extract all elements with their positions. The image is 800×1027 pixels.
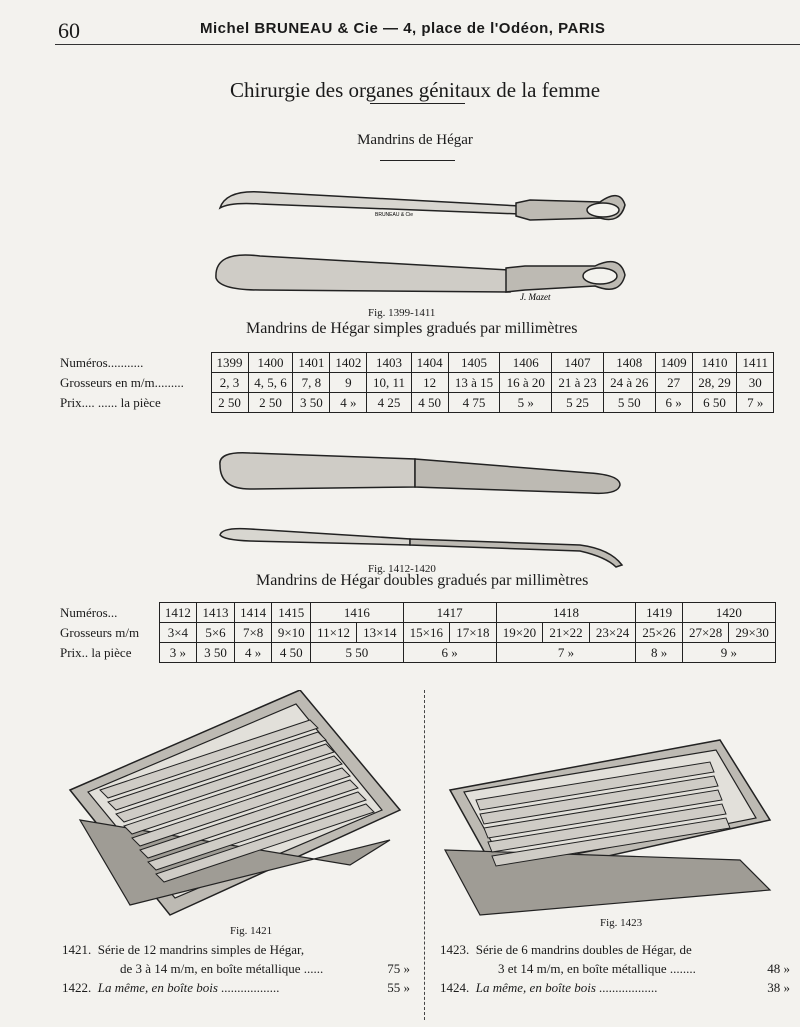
table2-cell: 13×14 [357,623,404,643]
section-subtitle: Mandrins de Hégar [357,132,473,148]
fig4-item-1424 [440,978,790,998]
table2-cell: 21×22 [543,623,590,643]
table1-cell: 1411 [737,353,774,373]
table2-cell: 3 » [159,643,197,663]
fig4-item-1423 [440,940,790,960]
table2-cell: 9 » [682,643,775,663]
table2-cell: 4 50 [272,643,311,663]
table2-title: Mandrins de Hégar doubles gradués par millimètres [256,572,589,589]
row-label: Prix.... ...... la pièce [60,394,161,410]
item-price: 48 » [767,961,790,976]
table2-cell: 11×12 [311,623,357,643]
table1-cell: 1399 [211,353,248,373]
table2-cell: 6 » [403,643,496,663]
item-description-cont: 3 et 14 m/m, en boîte métallique ........ [498,961,696,976]
table2-cell: 3 50 [197,643,235,663]
subtitle-rule [380,160,455,161]
table1-cell: 1404 [411,353,448,373]
table2-cell: 1418 [496,603,636,623]
item-description: La même, en boîte bois .................. [475,980,658,995]
table1-title: Mandrins de Hégar simples gradués par millimètres [246,320,578,337]
fig4-item-1423-cont [498,959,790,979]
fig1-stamp: BRUNEAU & Cie [375,212,414,218]
table1-cell: 5 » [500,393,552,413]
page-number: 60 [58,18,80,43]
fig3-item-1421 [62,940,407,960]
table2-cell: 19×20 [496,623,543,643]
item-description: La même, en boîte bois .................. [97,980,280,995]
table1-cell: 4 50 [411,393,448,413]
table1-cell: 2, 3 [211,373,248,393]
table1-cell: 1400 [248,353,293,373]
row-label: Grosseurs en m/m......... [60,374,184,390]
table1-cell: 1410 [692,353,737,373]
fig3-caption: Fig. 1421 [230,925,273,937]
table1-row-grosseurs [60,373,774,393]
row-label: Numéros........... [60,354,144,370]
table2-cell: 1416 [311,603,404,623]
table2-cell: 1417 [403,603,496,623]
table1-cell: 27 [655,373,692,393]
table2-cell: 25×26 [636,623,683,643]
fig3-item-1422 [62,978,410,998]
item-description: Série de 6 mandrins doubles de Hégar, de [475,942,692,957]
fig3-item-1421-cont [120,959,410,979]
table1 [60,352,774,413]
table1-cell: 13 à 15 [448,373,500,393]
page-title: Chirurgie des organes génitaux de la femme [229,78,601,102]
table2-cell: 7 » [496,643,636,663]
item-price: 38 » [767,980,790,995]
table1-cell: 7, 8 [293,373,330,393]
mandrins-double-illustration [210,445,630,570]
table2-cell: 9×10 [272,623,311,643]
table2-cell: 4 » [234,643,272,663]
table1-cell: 1408 [603,353,655,373]
table1-cell: 6 50 [692,393,737,413]
item-price: 55 » [387,980,410,995]
header-rule [55,44,800,45]
item-price: 75 » [387,961,410,976]
table2-cell: 1413 [197,603,235,623]
table2-row-prix [60,643,776,663]
table2-cell: 15×16 [403,623,450,643]
row-label: Grosseurs m/m [60,624,140,640]
row-label: Numéros... [60,604,118,620]
table2-cell: 23×24 [589,623,636,643]
table1-cell: 4, 5, 6 [248,373,293,393]
table1-cell: 5 25 [552,393,604,413]
table1-cell: 1409 [655,353,692,373]
item-description-cont: de 3 à 14 m/m, en boîte métallique ...... [120,961,324,976]
table2-cell: 29×30 [729,623,776,643]
table1-cell: 2 50 [211,393,248,413]
table1-cell: 24 à 26 [603,373,655,393]
table2-cell: 27×28 [682,623,729,643]
table2-cell: 5×6 [197,623,235,643]
table2-cell: 7×8 [234,623,272,643]
table1-row-prix [60,393,774,413]
table1-cell: 2 50 [248,393,293,413]
table1-cell: 30 [737,373,774,393]
table1-cell: 4 25 [367,393,411,413]
table1-cell: 10, 11 [367,373,411,393]
table1-cell: 16 à 20 [500,373,552,393]
table2 [60,602,776,663]
table2-cell: 5 50 [311,643,404,663]
table1-cell: 1403 [367,353,411,373]
table2-cell: 1412 [159,603,197,623]
table2-cell: 1419 [636,603,683,623]
table2-cell: 1420 [682,603,775,623]
table1-cell: 1402 [330,353,367,373]
table1-row-numeros [60,353,774,373]
table1-cell: 6 » [655,393,692,413]
table1-cell: 4 75 [448,393,500,413]
table2-cell: 3×4 [159,623,197,643]
table1-cell: 1401 [293,353,330,373]
table2-row-numeros [60,603,776,623]
table1-cell: 21 à 23 [552,373,604,393]
item-number: 1422. [62,980,92,995]
fig4-caption: Fig. 1423 [600,917,643,929]
table1-cell: 4 » [330,393,367,413]
row-label: Prix.. la pièce [60,644,132,660]
fig2-caption: Fig. 1412-1420 [368,563,436,575]
item-number: 1423. [440,942,470,957]
column-separator [424,690,425,1020]
box-12-mandrins-illustration [60,690,410,925]
fig1-signature: J. Mazet [520,292,551,302]
title-rule [370,103,465,104]
table1-cell: 28, 29 [692,373,737,393]
item-number: 1424. [440,980,470,995]
table2-cell: 1414 [234,603,272,623]
item-description: Série de 12 mandrins simples de Hégar, [97,942,305,957]
table2-cell: 17×18 [450,623,497,643]
table1-cell: 12 [411,373,448,393]
box-6-mandrins-illustration [440,730,780,920]
table1-cell: 1407 [552,353,604,373]
table1-cell: 3 50 [293,393,330,413]
company-header: Michel BRUNEAU & Cie — 4, place de l'Odéon, PARIS [200,20,606,37]
fig1-caption: Fig. 1399-1411 [368,307,436,319]
mandrins-simple-illustration [200,180,640,310]
table2-row-grosseurs [60,623,776,643]
table1-cell: 9 [330,373,367,393]
table2-cell: 8 » [636,643,683,663]
table1-cell: 1406 [500,353,552,373]
item-number: 1421. [62,942,92,957]
table1-cell: 5 50 [603,393,655,413]
table1-cell: 7 » [737,393,774,413]
table1-cell: 1405 [448,353,500,373]
table2-cell: 1415 [272,603,311,623]
